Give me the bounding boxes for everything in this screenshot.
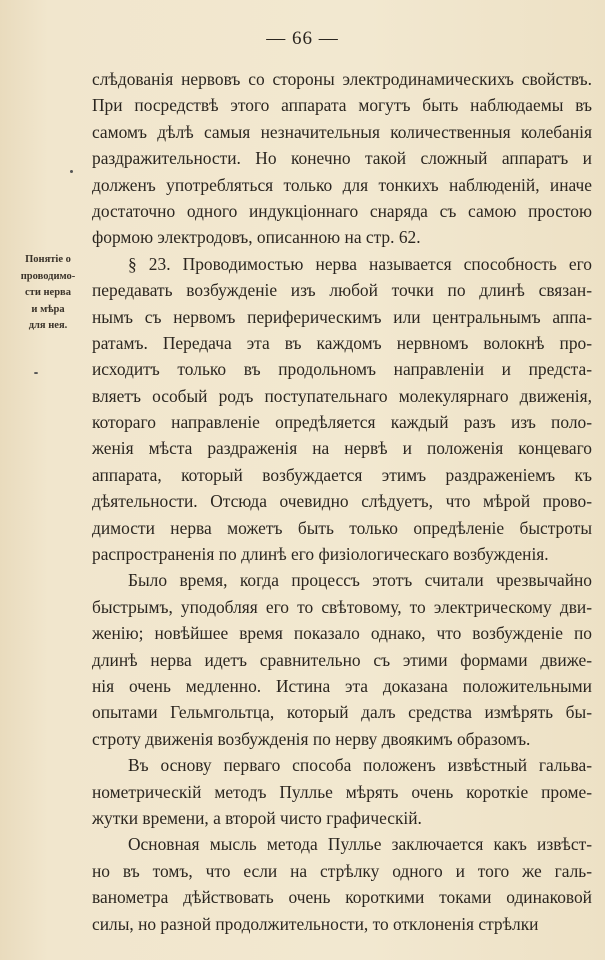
text-line: ратамъ. Передача эта въ каждомъ нервномъ волокнѣ про-: [92, 332, 592, 353]
ink-speck: [70, 170, 73, 173]
text-line: нымъ съ нервомъ периферическимъ или центральнымъ аппа-: [92, 306, 592, 327]
margin-note-line: для нея.: [28, 320, 68, 331]
body-text: [92, 66, 592, 937]
text-line: При посредствѣ этого аппарата могутъ быть наблюдаемы въ: [92, 95, 592, 116]
page-number: — 66 —: [266, 28, 339, 49]
margin-note-line: и мѣра: [31, 303, 65, 315]
text-line: котораго направленіе опредѣляется каждый разъ изъ поло-: [92, 412, 592, 433]
margin-note-line: Понятіе о: [25, 254, 71, 265]
text-line: слѣдованія нервовъ со стороны электродинамическихъ свойствъ.: [92, 69, 592, 89]
text-line: передавать возбужденіе изъ любой точки по длинѣ связан-: [92, 280, 592, 301]
text-line: димости нерва можетъ быть только опредѣленіе быстроты: [92, 517, 592, 538]
text-line: долженъ употребляться только для тонкихъ наблюденій, иначе: [92, 174, 592, 195]
text-line: быстрымъ, уподобляя его то свѣтовому, то электрическому дви-: [92, 596, 592, 617]
margin-note: [8, 252, 88, 335]
text-line: женія мѣста раздраженія на нервѣ и положенія концеваго: [92, 438, 592, 459]
text-line: § 23. Проводимостью нерва называется способность его: [128, 253, 592, 274]
margin-note-line: сти нерва: [25, 287, 71, 298]
text-line: Въ основу перваго способа положенъ извѣстный гальва-: [128, 755, 592, 776]
margin-note-line: проводимо-: [20, 270, 76, 282]
text-line: опытами Гельмгольтца, который далъ средства измѣрять бы-: [92, 702, 592, 723]
text-line: нометрическій методъ Пуллье мѣрять очень короткіе проме-: [92, 781, 592, 802]
text-line: дѣятельности. Отсюда очевидно слѣдуетъ, что мѣрой прово-: [92, 491, 592, 512]
text-line: жутки времени, а второй чисто графическій.: [92, 807, 422, 828]
text-line: строту движенія возбужденія по нерву двоякимъ образомъ.: [92, 728, 531, 749]
text-line: самомъ дѣлѣ самыя незначительныя количественныя колебанія: [92, 121, 592, 142]
text-line: раздражительности. Но конечно такой сложный аппаратъ и: [92, 148, 592, 169]
text-line: достаточно одного индукціоннаго снаряда съ самою простою: [92, 200, 592, 221]
text-line: вляетъ особый родъ поступательнаго молекулярнаго движенія,: [92, 385, 592, 406]
text-line: исходитъ только въ продольномъ направленіи и предста-: [92, 359, 592, 380]
text-line: Было время, когда процессъ этотъ считали чрезвычайно: [128, 570, 592, 591]
ink-speck: [34, 372, 38, 374]
text-line: формою электродовъ, описанною на стр. 62.: [92, 227, 421, 248]
text-line: но въ томъ, что если на стрѣлку одного и того же галь-: [92, 860, 592, 881]
text-line: нія очень медленно. Истина эта доказана положительными: [92, 675, 592, 696]
text-line: аппарата, который возбуждается этимъ раздраженіемъ къ: [92, 464, 592, 485]
text-line: длинѣ нерва идетъ сравнительно съ этими формами движе-: [92, 649, 592, 670]
text-line: ванометра дѣйствовать очень короткими токами одинаковой: [92, 887, 592, 908]
text-line: Основная мысль метода Пуллье заключается какъ извѣст-: [128, 834, 592, 855]
text-line: распространенія по длинѣ его физіологическаго возбужденія.: [92, 544, 549, 565]
text-line: силы, но разной продолжительности, то отклоненія стрѣлки: [92, 913, 539, 934]
text-line: женію; новѣйшее время показало однако, что возбужденіе по: [92, 623, 592, 644]
